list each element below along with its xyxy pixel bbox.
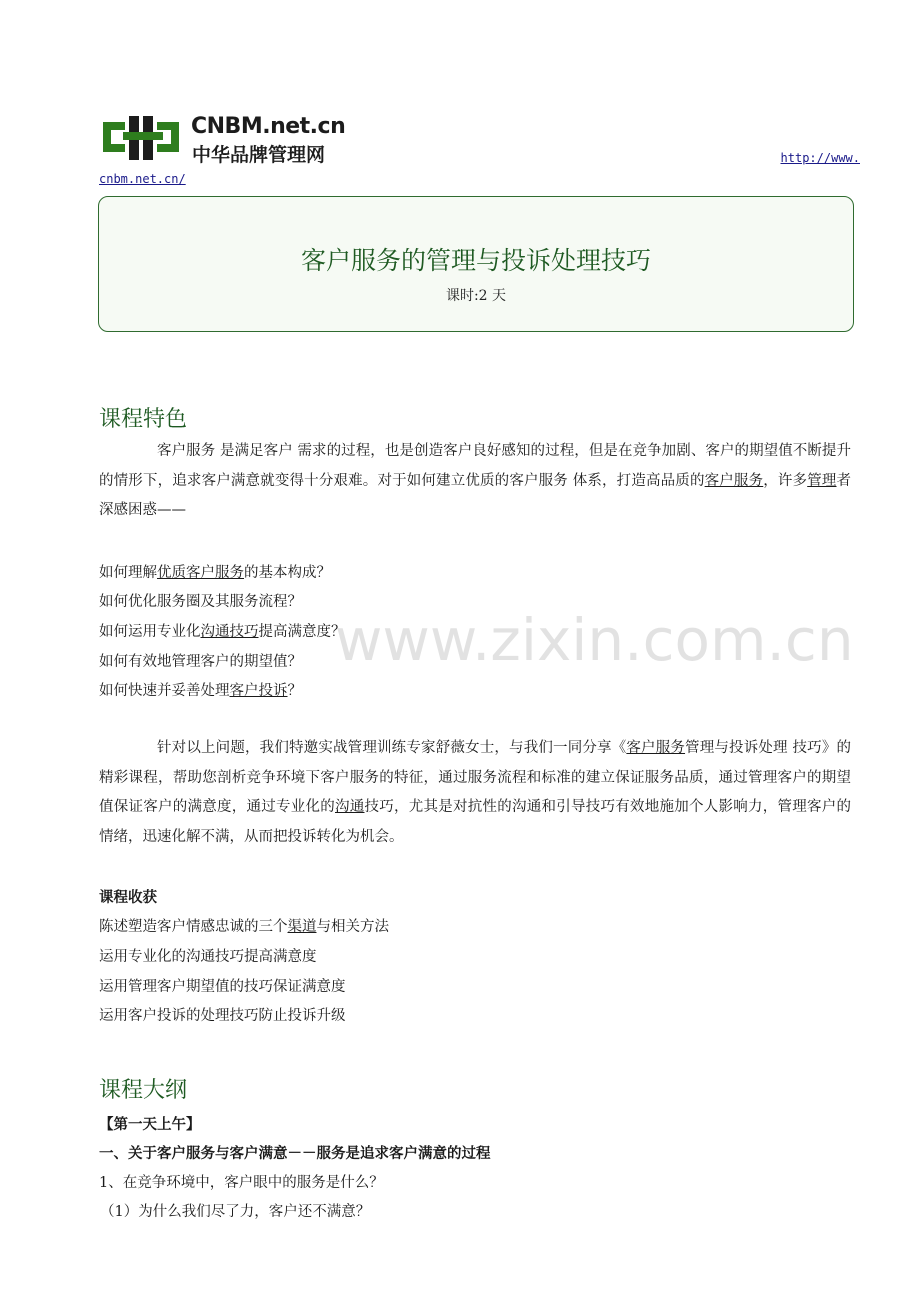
question-text: 的基本构成？ [244, 565, 331, 581]
question-text: 如何快速并妥善处理 [99, 683, 230, 699]
question-text: 如何运用专业化 [99, 624, 201, 640]
gains-heading: 课程收获 [99, 890, 157, 906]
question-link[interactable]: 客户投诉 [229, 683, 288, 699]
course-title-box [98, 196, 854, 332]
logo-text-cn: 中华品牌管理网 [192, 144, 326, 166]
intro-link-customer-service[interactable]: 客户服务 [704, 472, 764, 489]
question-text: 如何理解 [99, 565, 157, 581]
question-text: ？ [287, 683, 302, 699]
question-link[interactable]: 优质客户服务 [157, 565, 244, 581]
question-item [99, 561, 331, 582]
gain-item [99, 915, 389, 936]
site-url-link-part1[interactable]: http://www. [780, 151, 860, 165]
outline-item: 1、在竞争环境中，客户眼中的服务是什么？ [99, 1175, 384, 1191]
course-duration: 课时:2 天 [445, 288, 507, 304]
desc-text-1: 针对以上问题，我们特邀实战管理训练专家舒薇女士，与我们一同分享《 [157, 740, 627, 756]
section-heading-outline: 课程大纲 [99, 1078, 188, 1103]
site-url-link-part2[interactable]: cnbm.net.cn/ [99, 172, 186, 186]
question-item [99, 650, 302, 671]
intro-text-3: 者深感困惑—— [99, 472, 852, 518]
desc-link-customer-service[interactable]: 客户服务 [626, 740, 686, 756]
question-item [99, 620, 346, 641]
gain-item: 运用客户投诉的处理技巧防止投诉升级 [99, 1008, 346, 1024]
section-heading-features: 课程特色 [99, 407, 188, 432]
question-item [99, 590, 302, 611]
gain-item: 运用管理客户期望值的技巧保证满意度 [99, 979, 346, 995]
cnbm-logo [103, 112, 363, 168]
gain-text: 与相关方法 [316, 919, 389, 935]
desc-link-communication[interactable]: 沟通 [335, 799, 365, 815]
watermark: www.zixin.com.cn [335, 606, 854, 674]
intro-text-1: 客户服务 是满足客户 需求的过程，也是创造客户良好感知的过程，但是在竞争加剧、客户的期望值不断提升的情形下，追求客户满意就变得十分艰难。对于如何建立优质的客户服务 体系，打造高品质的 [99, 443, 851, 489]
question-link[interactable]: 沟通技巧 [200, 624, 259, 640]
course-title: 客户服务的管理与投诉处理技巧 [300, 246, 651, 275]
gain-item: 运用专业化的沟通技巧提高满意度 [99, 949, 317, 965]
gain-link[interactable]: 渠道 [287, 919, 317, 935]
outline-subitem: （1）为什么我们尽了力，客户还不满意？ [100, 1204, 371, 1220]
desc-text-3: 技巧，尤其是对抗性的沟通和引导技巧有效地施加个人影响力，管理客户的情绪，迅速化解不满，从而把投诉转化为机会。 [99, 799, 851, 845]
outline-chapter: 一、关于客户服务与客户满意－－服务是追求客户满意的过程 [99, 1146, 491, 1162]
question-text: 如何有效地管理客户的期望值？ [99, 654, 302, 670]
gain-text: 陈述塑造客户情感忠诚的三个 [99, 919, 288, 935]
outline-day-label: 【第一天上午】 [99, 1117, 201, 1133]
logo-text-en: CNBM.net.cn [191, 114, 346, 139]
intro-paragraph [99, 437, 851, 526]
intro-link-management[interactable]: 管理 [807, 472, 837, 489]
course-description-paragraph [99, 734, 851, 852]
desc-text-2: 管理与投诉处理 技巧》的精彩课程，帮助您剖析竞争环境下客户服务的特征，通过服务流程和标准的建立保证服务品质，通过管理客户的期望值保证客户的满意度，通过专业化的 [99, 740, 852, 815]
intro-text-2: ，许多 [763, 472, 808, 489]
question-item [99, 679, 302, 700]
question-text: 提高满意度？ [258, 624, 346, 640]
cnbm-logo-mark-icon [103, 112, 183, 164]
question-text: 如何优化服务圈及其服务流程？ [99, 594, 302, 610]
